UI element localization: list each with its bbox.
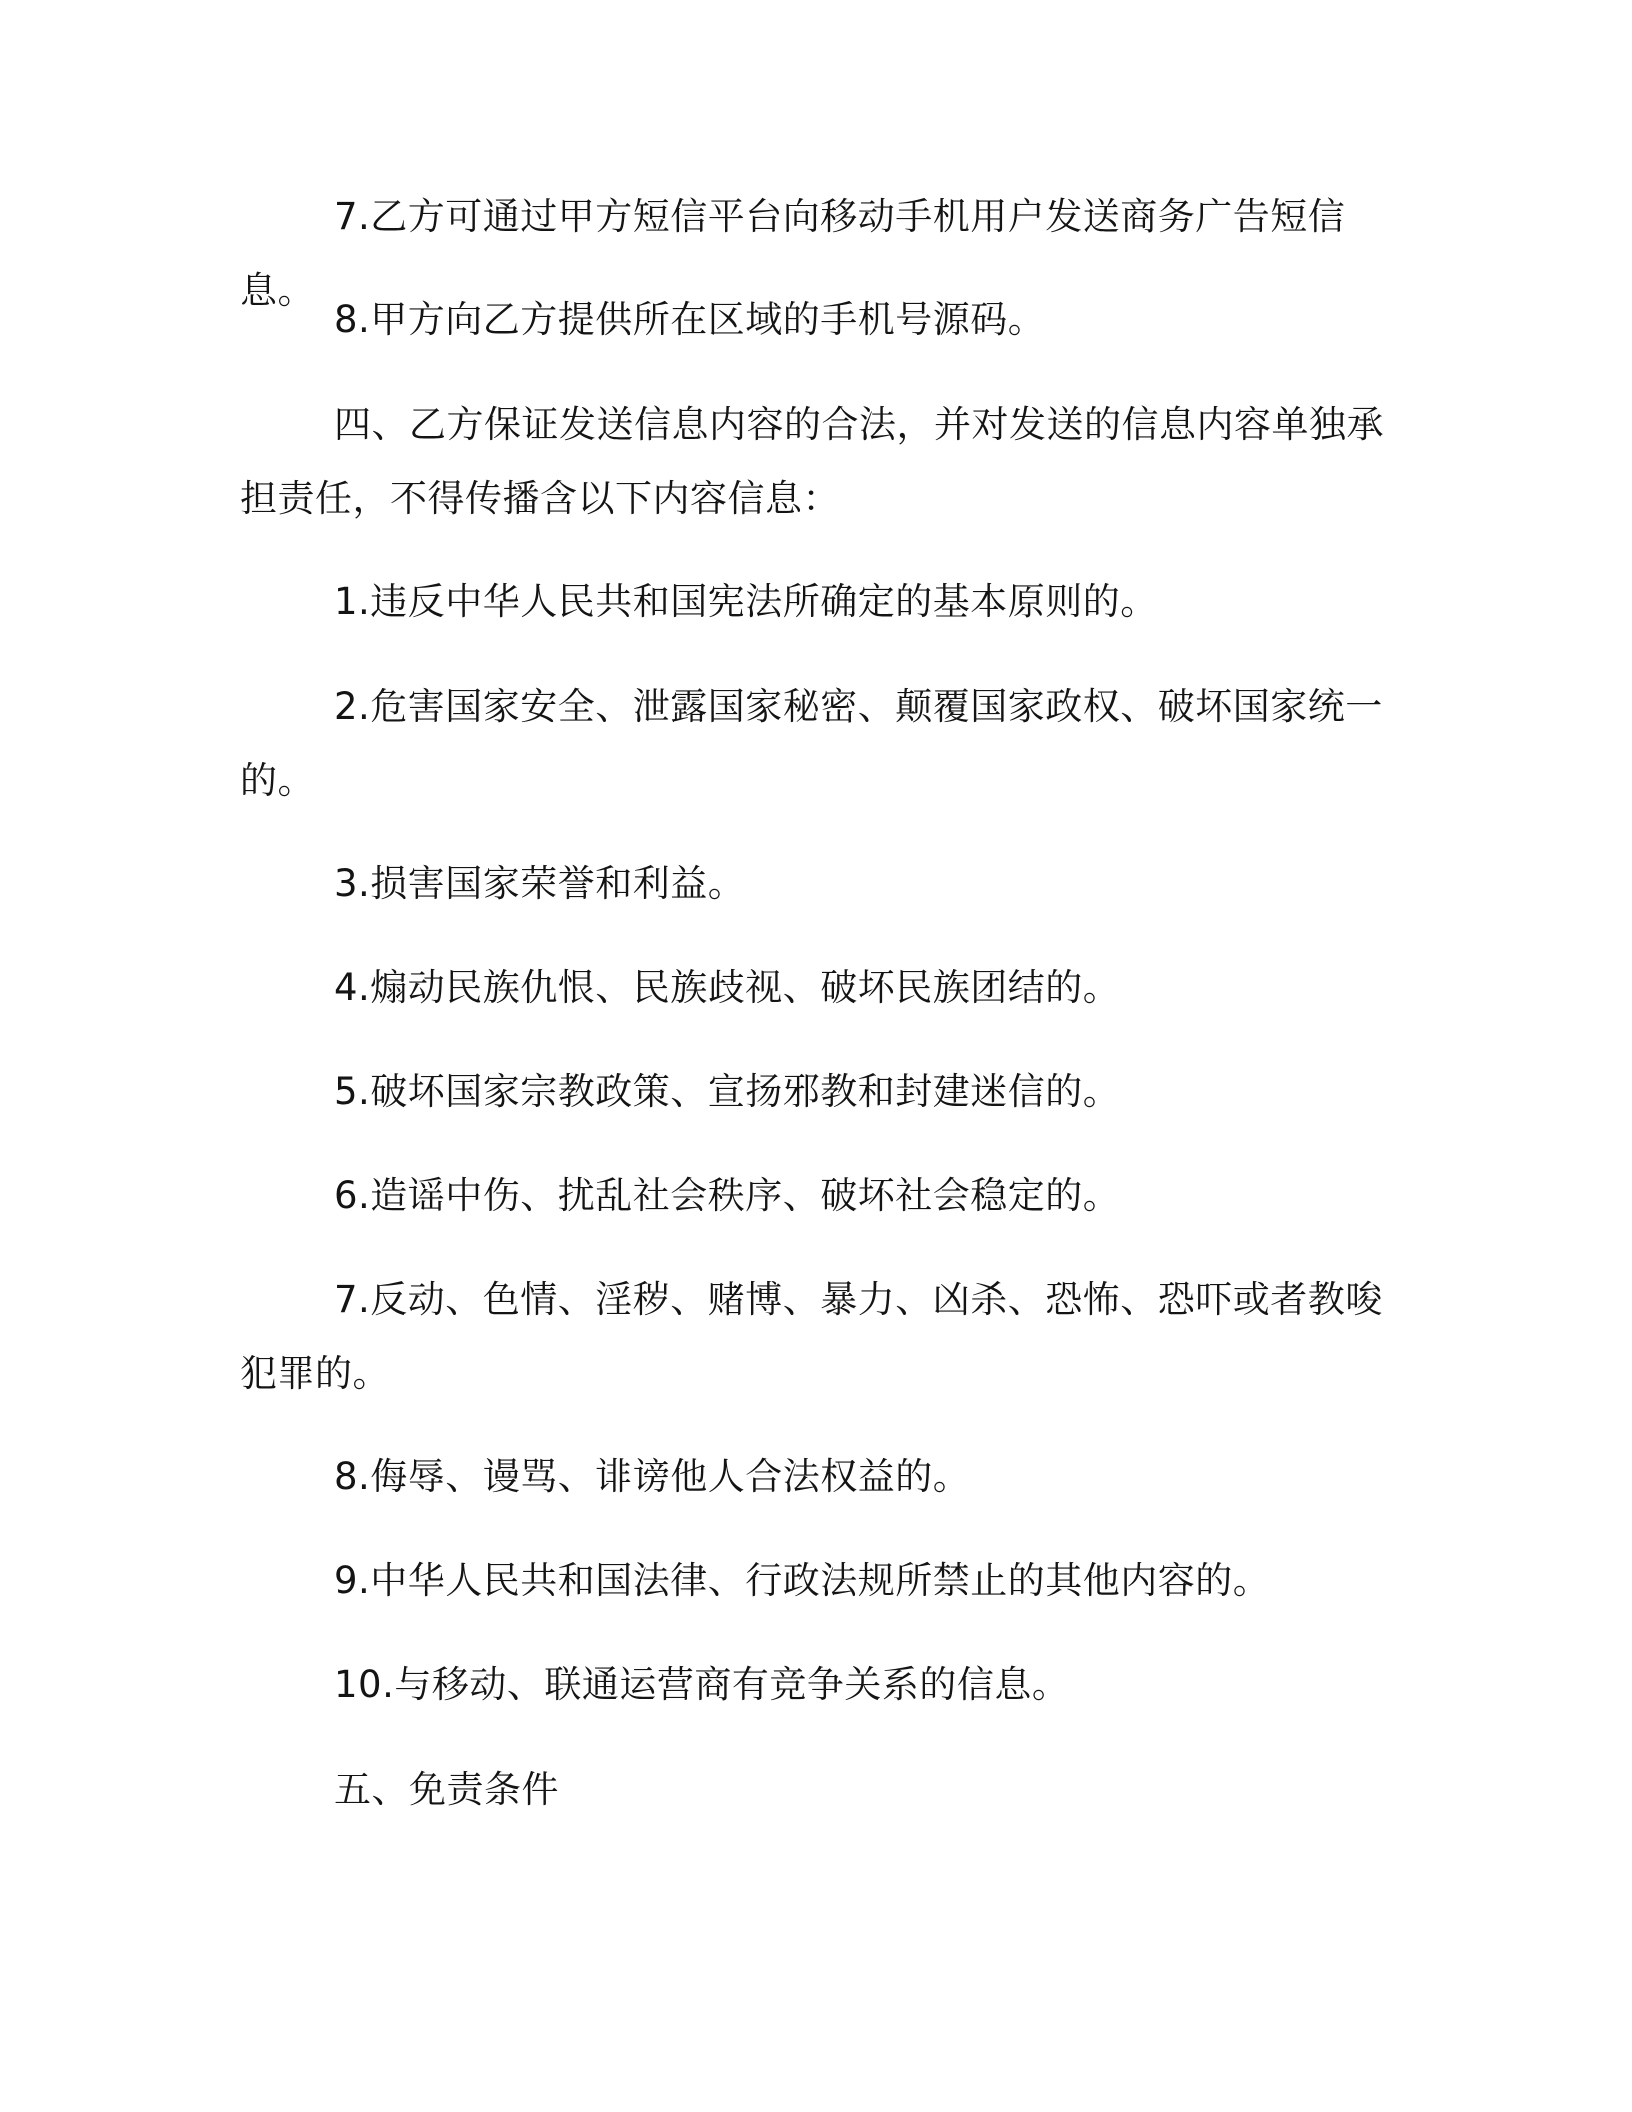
paragraph-list-item-2: 2.危害国家安全、泄露国家秘密、颠覆国家政权、破坏国家统一的。 [240, 685, 1383, 802]
paragraph-list-item-6: 6.造谣中伤、扰乱社会秩序、破坏社会稳定的。 [334, 1174, 1121, 1217]
paragraph-list-item-9: 9.中华人民共和国法律、行政法规所禁止的其他内容的。 [334, 1559, 1271, 1602]
paragraph-list-item-4: 4.煽动民族仇恨、民族歧视、破坏民族团结的。 [334, 966, 1121, 1009]
paragraph-list-item-8: 8.侮辱、谩骂、诽谤他人合法权益的。 [334, 1455, 971, 1498]
paragraph-list-item-5: 5.破坏国家宗教政策、宣扬邪教和封建迷信的。 [334, 1070, 1121, 1113]
paragraph-list-item-1: 1.违反中华人民共和国宪法所确定的基本原则的。 [334, 580, 1158, 623]
paragraph-list-item-10: 10.与移动、联通运营商有竞争关系的信息。 [334, 1663, 1070, 1706]
paragraph-item-8-number-source: 8.甲方向乙方提供所在区域的手机号源码。 [334, 298, 1046, 341]
paragraph-list-item-3: 3.损害国家荣誉和利益。 [334, 862, 746, 905]
paragraph-list-item-7: 7.反动、色情、淫秽、赌博、暴力、凶杀、恐怖、恐吓或者教唆犯罪的。 [240, 1278, 1383, 1395]
paragraph-item-7-send-ads: 7.乙方可通过甲方短信平台向移动手机用户发送商务广告短信息。 [240, 195, 1346, 312]
paragraph-section-5-heading: 五、免责条件 [334, 1768, 559, 1811]
paragraph-section-4-heading: 四、乙方保证发送信息内容的合法，并对发送的信息内容单独承担责任，不得传播含以下内容信息： [240, 403, 1384, 520]
